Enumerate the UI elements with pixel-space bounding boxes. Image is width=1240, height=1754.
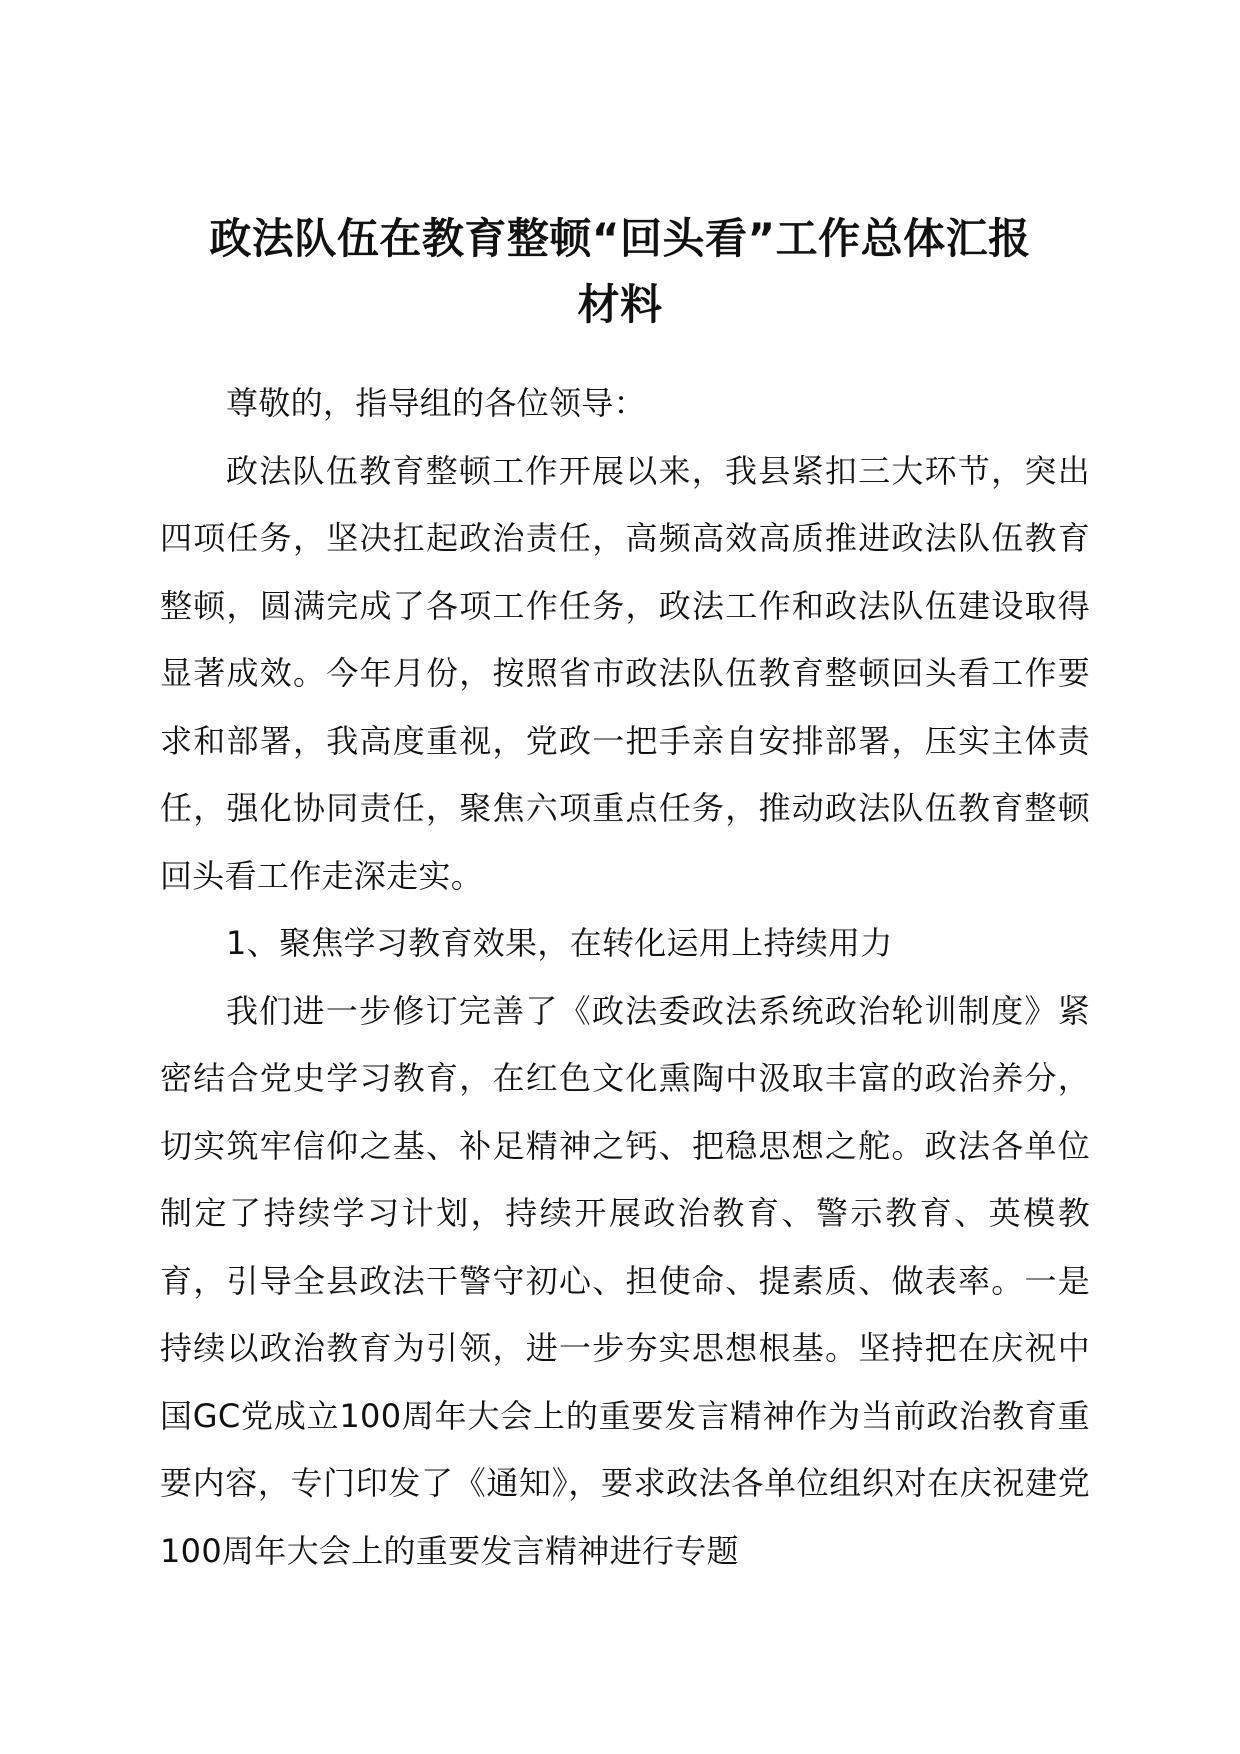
- section-1-paragraph: 我们进一步修订完善了《政法委政法系统政治轮训制度》紧密结合党史学习教育，在红色文化熏陶中汲取丰富的政治养分，切实筑牢信仰之基、补足精神之钙、把稳思想之舵。政法各单位制定了持续学习计划，持续开展政治教育、警示教育、英模教育，引导全县政法干警守初心、担使命、提素质、做表率。一是持续以政治教育为引领，进一步夯实思想根基。坚持把在庆祝中国GC党成立100周年大会上的重要发言精神作为当前政治教育重要内容，专门印发了《通知》，要求政法各单位组织对在庆祝建党100周年大会上的重要发言精神进行专题: [160, 991, 1090, 1570]
- document-title-line-2: 材料: [577, 280, 663, 329]
- document-title: [150, 206, 1090, 338]
- document-title-line-1: 政法队伍在教育整顿“回头看”工作总体汇报: [209, 214, 1031, 263]
- salutation-paragraph: 尊敬的，指导组的各位领导：: [226, 384, 646, 422]
- section-heading-1: 1、聚焦学习教育效果，在转化运用上持续用力: [226, 924, 893, 962]
- intro-paragraph: 政法队伍教育整顿工作开展以来，我县紧扣三大环节，突出四项任务，坚决扛起政治责任，高频高效高质推进政法队伍教育整顿，圆满完成了各项工作任务，政法工作和政法队伍建设取得显著成效。今年月份，按照省市政法队伍教育整顿回头看工作要求和部署，我高度重视，党政一把手亲自安排部署，压实主体责任，强化协同责任，聚焦六项重点任务，推动政法队伍教育整顿回头看工作走深走实。: [160, 451, 1090, 895]
- document-body: [160, 370, 1090, 1585]
